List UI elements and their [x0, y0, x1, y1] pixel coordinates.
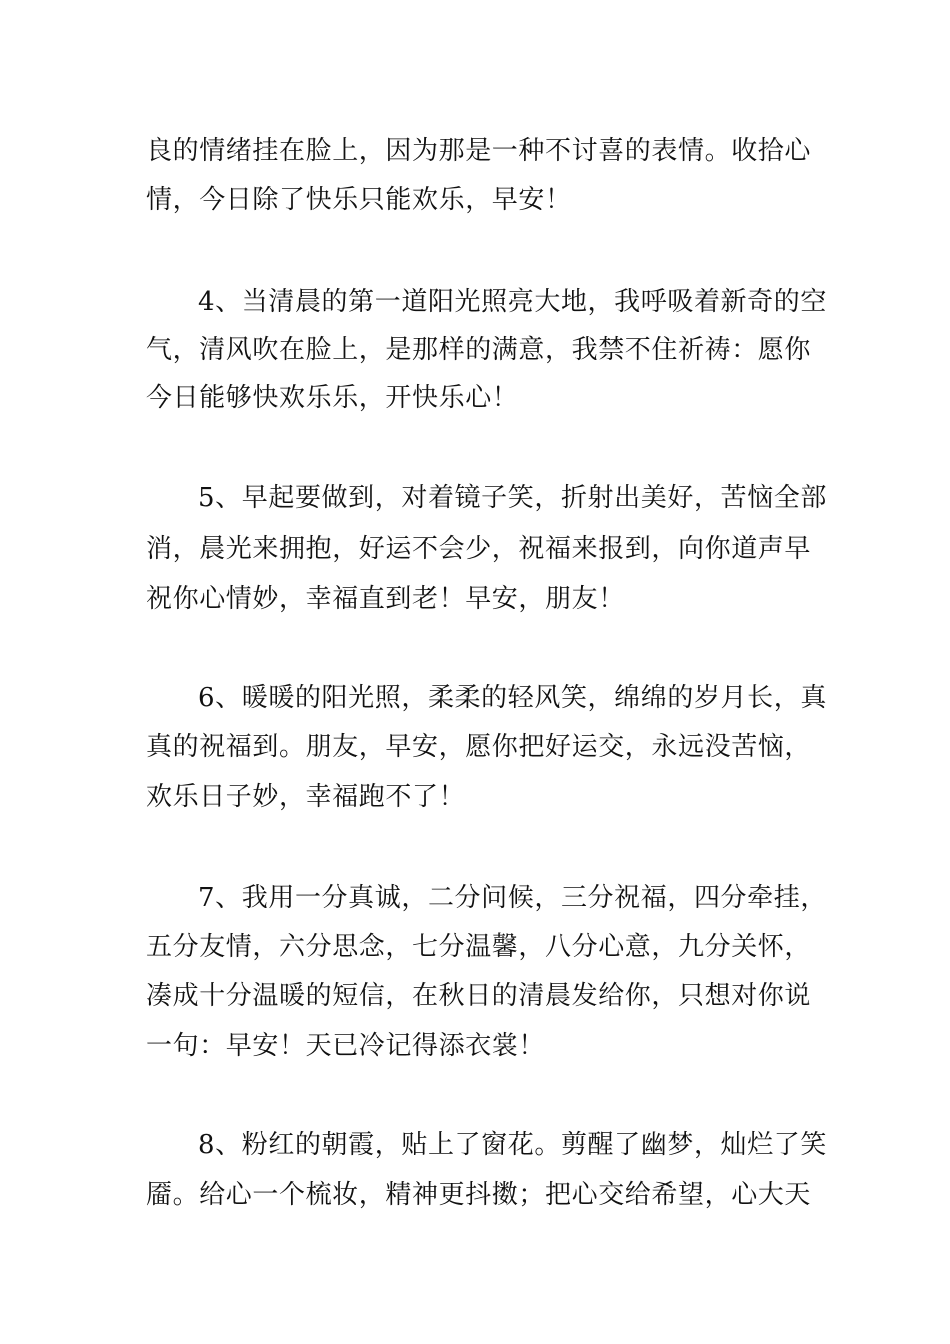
text-line: 真的祝福到。朋友，早安，愿你把好运交，永远没苦恼，: [146, 732, 812, 762]
text-line: 欢乐日子妙，幸福跑不了！: [146, 782, 466, 812]
text-line: 消，晨光来拥抱，好运不会少，祝福来报到，向你道声早: [146, 534, 812, 564]
text-line: 5、早起要做到，对着镜子笑，折射出美好，苦恼全部: [198, 483, 827, 513]
text-line: 7、我用一分真诚，二分问候，三分祝福，四分牵挂，: [198, 883, 827, 913]
text-line: 祝你心情妙，幸福直到老！早安，朋友！: [146, 584, 625, 614]
text-line: 6、暖暖的阳光照，柔柔的轻风笑，绵绵的岁月长，真: [198, 683, 827, 713]
text-line: 良的情绪挂在脸上，因为那是一种不讨喜的表情。收拾心: [146, 136, 812, 166]
text-line: 情，今日除了快乐只能欢乐，早安！: [146, 185, 572, 215]
text-line: 8、粉红的朝霞，贴上了窗花。剪醒了幽梦，灿烂了笑: [198, 1130, 827, 1160]
text-line: 五分友情，六分思念，七分温馨，八分心意，九分关怀，: [146, 932, 812, 962]
text-line: 气，清风吹在脸上，是那样的满意，我禁不住祈祷：愿你: [146, 335, 812, 365]
text-line: 靥。给心一个梳妆，精神更抖擞；把心交给希望，心大天: [146, 1180, 812, 1210]
text-line: 一句：早安！天已冷记得添衣裳！: [146, 1031, 546, 1061]
text-line: 凑成十分温暖的短信，在秋日的清晨发给你，只想对你说: [146, 981, 812, 1011]
text-line: 4、当清晨的第一道阳光照亮大地，我呼吸着新奇的空: [198, 287, 827, 317]
text-line: 今日能够快欢乐乐，开快乐心！: [146, 383, 519, 413]
